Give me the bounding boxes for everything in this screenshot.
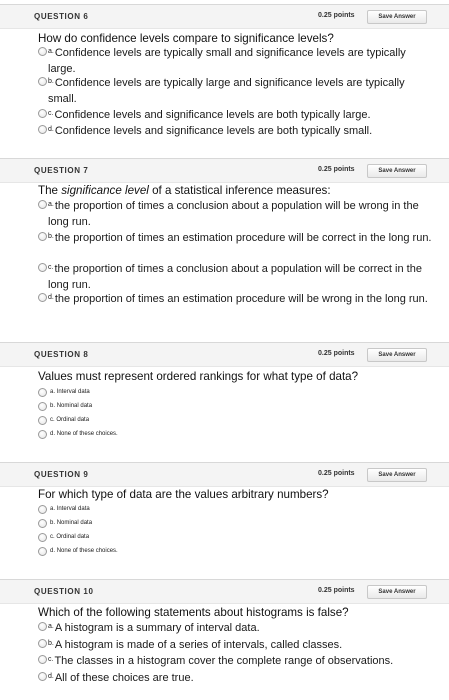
question-7 [0,158,449,338]
question-title: QUESTION 7 [34,166,89,175]
question-8 [0,342,449,457]
radio-button[interactable] [38,125,47,134]
points-label: 0.25 points [318,12,355,19]
option-text: a. Interval data [50,506,90,512]
question-text: For which type of data are the values arbitrary numbers? [38,488,329,501]
save-answer-button[interactable]: Save Answer [367,164,427,178]
points-label: 0.25 points [318,166,355,173]
radio-button[interactable] [38,263,47,272]
radio-button[interactable] [38,533,47,542]
radio-button[interactable] [38,547,47,556]
save-answer-button[interactable]: Save Answer [367,585,427,599]
radio-button[interactable] [38,416,47,425]
points-label: 0.25 points [318,470,355,477]
save-answer-button[interactable]: Save Answer [367,348,427,362]
save-answer-button[interactable]: Save Answer [367,10,427,24]
option-text: $^{a.}$A histogram is a summary of interval data. [48,622,260,634]
option-text: c. Ordinal data [50,417,90,423]
radio-button[interactable] [38,430,47,439]
question-title: QUESTION 6 [34,12,89,21]
radio-button[interactable] [38,293,47,302]
option-text: $^{c.}$Confidence levels and significance levels are both typically large. [48,109,371,121]
option-text: $^{d.}$the proportion of times an estimation procedure will be wrong in the long run. [48,293,428,305]
question-header [0,462,449,487]
save-answer-button[interactable]: Save Answer [367,468,427,482]
option-text: $^{b.}$the proportion of times an estimation procedure will be correct in the long run. [48,232,432,244]
question-text: Values must represent ordered rankings for what type of data? [38,370,359,383]
radio-button[interactable] [38,672,47,681]
option-text: $^{b.}$A histogram is made of a series of intervals, called classes. [48,639,343,651]
question-6 [0,4,449,154]
option-text: $^{c.}$The classes in a histogram cover the complete range of observations. [48,655,394,667]
radio-button[interactable] [38,505,47,514]
radio-button[interactable] [38,109,47,118]
question-text: How do confidence levels compare to significance levels? [38,32,334,45]
radio-button[interactable] [38,388,47,397]
question-title: QUESTION 9 [34,470,89,479]
radio-button[interactable] [38,519,47,528]
radio-button[interactable] [38,622,47,631]
question-header [0,579,449,604]
emphasis: significance level [61,184,149,197]
radio-button[interactable] [38,232,47,241]
option-text: b. Nominal data [50,520,93,526]
option-text: a. Interval data [50,389,90,395]
radio-button[interactable] [38,77,47,86]
question-text: The significance level of a statistical inference measures: [38,184,331,197]
radio-button[interactable] [38,639,47,648]
option-text: $^{a.}$Confidence levels are typically small and significance levels are typically large. [48,47,406,75]
option-text: $^{c.}$the proportion of times a conclusion about a population will be correct in the long run. [48,263,422,291]
question-9 [0,462,449,577]
points-label: 0.25 points [318,350,355,357]
option-text: c. Ordinal data [50,534,90,540]
option-text: d. None of these choices. [50,431,118,437]
radio-button[interactable] [38,200,47,209]
question-header [0,342,449,367]
question-header [0,158,449,183]
radio-button[interactable] [38,402,47,411]
option-text: $^{b.}$Confidence levels are typically large and significance levels are typically small. [48,77,405,105]
radio-button[interactable] [38,655,47,664]
option-text: $^{a.}$the proportion of times a conclusion about a population will be wrong in the long run. [48,200,419,228]
question-title: QUESTION 10 [34,587,94,596]
question-header [0,4,449,29]
question-10 [0,579,449,700]
question-text: Which of the following statements about histograms is false? [38,606,349,619]
points-label: 0.25 points [318,587,355,594]
option-text: d. None of these choices. [50,548,118,554]
option-text: $^{d.}$All of these choices are true. [48,672,194,684]
question-title: QUESTION 8 [34,350,89,359]
option-text: b. Nominal data [50,403,93,409]
option-text: $^{d.}$Confidence levels and significance levels are both typically small. [48,125,373,137]
radio-button[interactable] [38,47,47,56]
